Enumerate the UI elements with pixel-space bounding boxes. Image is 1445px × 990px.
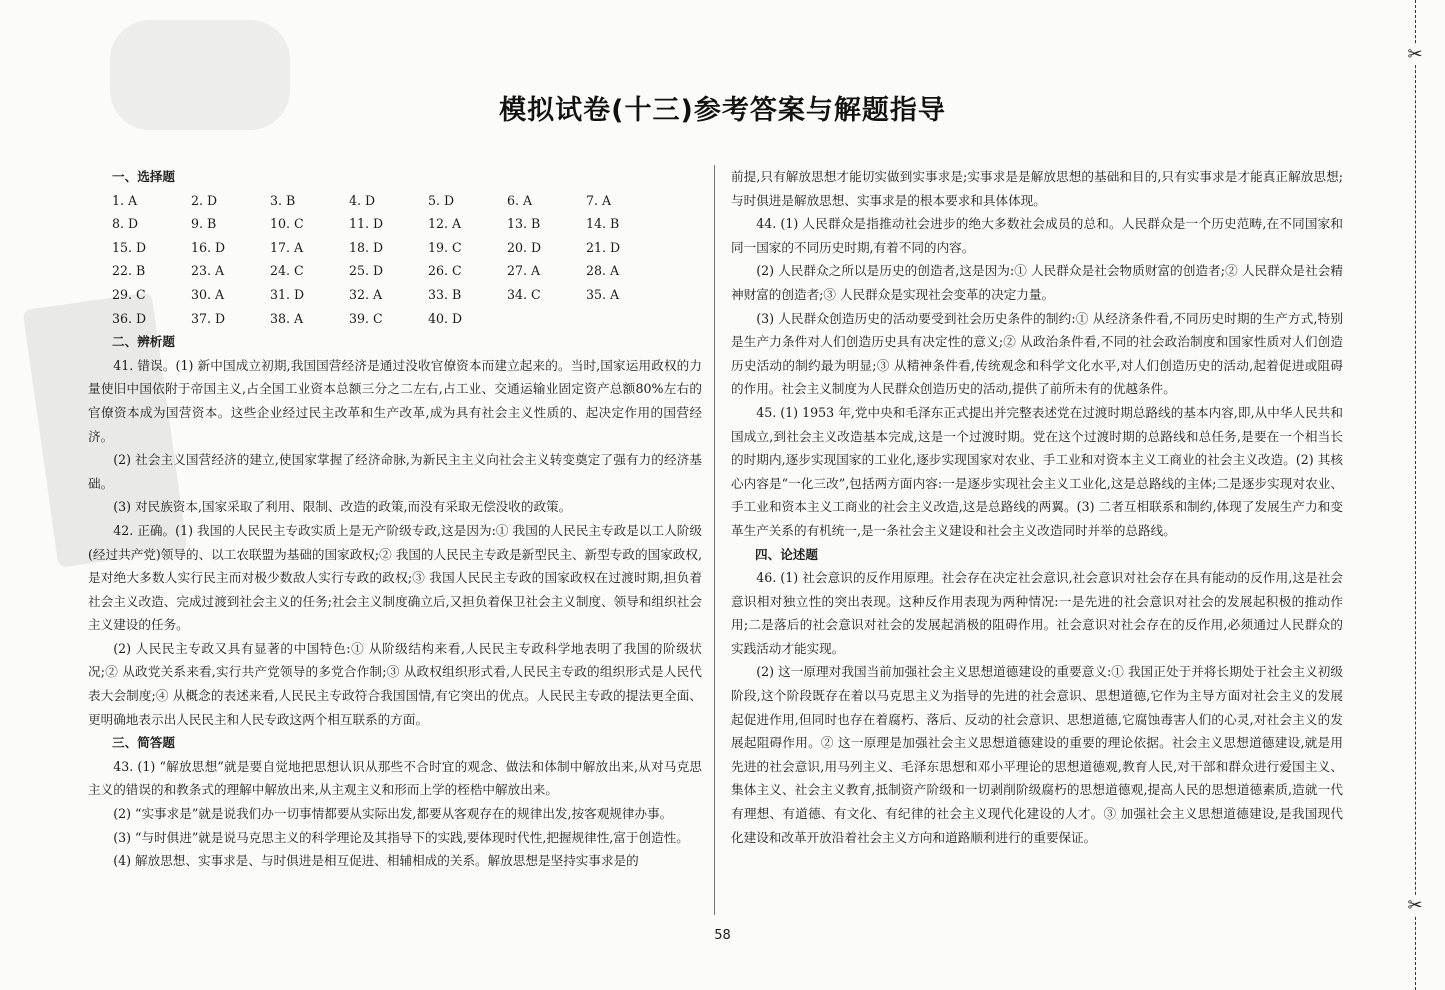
answer-44-part2: (2) 人民群众之所以是历史的创造者,这是因为:① 人民群众是社会物质财富的创造者;② 人民群众是社会精神财富的创造者;③ 人民群众是实现社会变革的决定力量。 <box>731 263 1343 302</box>
answer-item: 21. D <box>586 239 621 255</box>
page-number: 58 <box>714 928 731 943</box>
answer-item: 27. A <box>507 263 541 279</box>
section-heading-essay: 四、论述题 <box>755 546 818 562</box>
answer-item: 9. B <box>191 216 217 232</box>
answer-41-part2: (2) 社会主义国营经济的建立,使国家掌握了经济命脉,为新民主主义向社会主义转变奠定了强有力的经济基础。 <box>88 452 702 491</box>
answer-41-part3: (3) 对民族资本,国家采取了利用、限制、改造的政策,而没有采取无偿没收的政策。 <box>113 499 572 515</box>
answer-item: 25. D <box>349 263 384 279</box>
answer-item: 36. D <box>112 310 147 326</box>
answer-item: 15. D <box>112 239 147 255</box>
answer-item: 6. A <box>507 192 533 208</box>
answer-item: 11. D <box>349 216 384 232</box>
answer-43-part3: (3) “与时俱进”就是说马克思主义的科学理论及其指导下的实践,要体现时代性,把握规律性,富于创造性。 <box>113 829 689 845</box>
scissors-icon: ✂ <box>1404 44 1426 65</box>
answer-item: 33. B <box>428 286 462 302</box>
answer-item: 4. D <box>349 192 376 208</box>
answer-42-part2: (2) 人民民主专政又具有显著的中国特色:① 从阶级结构来看,人民民主专政科学地表明了我国的阶级状况;② 从政党关系来看,实行共产党领导的多党合作制;③ 从政权组织形式看,人民民主专政的组织形式是人民代表大会制度;④ 从概念的表述来看,人民民主专政符合我国国情,有它突出的优点。人民民主专政的提法更全面、更明确地表示出人民民主和人民专政这两个相互联系的方面。 <box>88 640 702 727</box>
answer-item: 12. A <box>428 216 462 232</box>
section-heading-analysis: 二、辨析题 <box>112 334 175 350</box>
right-column <box>731 165 1343 849</box>
answer-item: 20. D <box>507 239 542 255</box>
answer-item: 13. B <box>507 216 541 232</box>
answer-42-part1: 42. 正确。(1) 我国的人民民主专政实质上是无产阶级专政,这是因为:① 我国的人民民主专政是以工人阶级(经过共产党)领导的、以工农联盟为基础的国家政权;② 我国的人民民主专政是新型民主、新型专政的国家政权,是对绝大多数人实行民主而对极少数敌人实行专政的政权;③ 我国人民民主专政的国家政权在过渡时期,担负着社会主义改造、完成过渡到社会主义的任务;社会主义制度确立后,又担负着保卫社会主义制度、领导和组织社会主义建设的任务。 <box>88 522 702 633</box>
answer-item: 3. B <box>270 192 296 208</box>
page-title: 模拟试卷(十三)参考答案与解题指导 <box>499 95 946 126</box>
answer-item: 29. C <box>112 286 146 302</box>
answer-item: 35. A <box>586 286 620 302</box>
answer-item: 17. A <box>270 239 304 255</box>
answer-item: 1. A <box>112 192 138 208</box>
answer-item: 8. D <box>112 216 139 232</box>
answer-item: 23. A <box>191 263 225 279</box>
answer-item: 32. A <box>349 286 383 302</box>
answer-item: 19. C <box>428 239 462 255</box>
answer-43-part1: 43. (1) “解放思想”就是要自觉地把思想认识从那些不合时宜的观念、做法和体制中解放出来,从对马克思主义的错误的和教条式的理解中解放出来,从主观主义和形而上学的桎梏中解放出来。 <box>88 758 702 798</box>
answer-item: 16. D <box>191 239 226 255</box>
answer-44-part1: 44. (1) 人民群众是指推动社会进步的绝大多数社会成员的总和。人民群众是一个历史范畴,在不同国家和同一国家的不同历史时期,有着不同的内容。 <box>731 216 1343 255</box>
cut-line <box>1415 0 1416 990</box>
column-divider <box>714 165 715 915</box>
answer-grid <box>88 189 702 331</box>
answer-46-part2: (2) 这一原理对我国当前加强社会主义思想道德建设的重要意义:① 我国正处于并将长期处于社会主义初级阶段,这个阶段既存在着以马克思主义为指导的先进的社会意识、思想道德,它作为主导方面对社会主义的发展起促进作用,但同时也存在着腐朽、落后、反动的社会意识、思想道德,它腐蚀毒害人们的心灵,对社会主义的发展起阻碍作用。② 这一原理是加强社会主义思想道德建设的重要的理论依据。社会主义思想道德建设,就是用先进的社会意识,用马列主义、毛泽东思想和邓小平理论的思想道德观,教育人民,对干部和群众进行爱国主义、集体主义、社会主义教育,抵制资产阶级和一切剥削阶级腐朽的思想道德观,提高人民的思想道德素质,造就一代有理想、有道德、有文化、有纪律的社会主义现代化建设的人才。③ 加强社会主义思想道德建设,是我国现代化建设和改革开放沿着社会主义方向和道路顺利进行的重要保证。 <box>731 664 1343 845</box>
answer-item: 40. D <box>428 310 463 326</box>
left-column <box>88 165 702 873</box>
answer-item: 30. A <box>191 286 225 302</box>
answer-item: 38. A <box>270 310 304 326</box>
answer-44-part3: (3) 人民群众创造历史的活动要受到社会历史条件的制约:① 从经济条件看,不同历史时期的生产方式,特别是生产力条件对人们创造历史具有决定性的意义;② 从政治条件看,不同的社会政治制度和国家性质对人们创造历史活动的制约最为明显;③ 从精神条件看,传统观念和科学文化水平,对人们创造历史的活动,起着促进或阻碍的作用。社会主义制度为人民群众创造历史的活动,提供了前所未有的优越条件。 <box>731 310 1343 397</box>
answer-item: 10. C <box>270 216 304 232</box>
answer-item: 34. C <box>507 286 541 302</box>
answer-item: 24. C <box>270 263 304 279</box>
answer-43-part2: (2) “实事求是”就是说我们办一切事情都要从实际出发,都要从客观存在的规律出发,按客观规律办事。 <box>113 806 673 822</box>
answer-43-continued: 前提,只有解放思想才能切实做到实事求是;实事求是是解放思想的基础和目的,只有实事求是才能真正解放思想;与时俱进是解放思想、实事求是的根本要求和具体体现。 <box>731 169 1343 208</box>
answer-item: 5. D <box>428 192 455 208</box>
scissors-icon: ✂ <box>1404 895 1426 916</box>
answer-item: 18. D <box>349 239 384 255</box>
answer-item: 7. A <box>586 192 612 208</box>
answer-46-part1: 46. (1) 社会意识的反作用原理。社会存在决定社会意识,社会意识对社会存在具有能动的反作用,这是社会意识相对独立性的突出表现。这种反作用表现为两种情况:一是先进的社会意识对社会的发展起积极的推动作用;二是落后的社会意识对社会的发展起消极的阻碍作用。社会意识对社会存在的反作用,必须通过人民群众的实践活动才能实现。 <box>731 570 1343 656</box>
answer-item: 28. A <box>586 263 620 279</box>
section-heading-short-answer: 三、简答题 <box>112 735 175 751</box>
answer-item: 31. D <box>270 286 305 302</box>
answer-item: 2. D <box>191 192 218 208</box>
answer-43-part4: (4) 解放思想、实事求是、与时俱进是相互促进、相辅相成的关系。解放思想是坚持实事求是的 <box>113 853 639 869</box>
answer-45: 45. (1) 1953 年,党中央和毛泽东正式提出并完整表述党在过渡时期总路线的基本内容,即,从中华人民共和国成立,到社会主义改造基本完成,这是一个过渡时期。党在这个过渡时期的总路线和总任务,是要在一个相当长的时期内,逐步实现国家的工业化,逐步实现国家对农业、手工业和对资本主义工商业的社会主义改造。(2) 其核心内容是“一化三改”,包括两方面内容:一是逐步实现社会主义工业化,这是总路线的主体;二是逐步实现对农业、手工业和资本主义工商业的社会主义改造,这是总路线的两翼。(3) 二者互相联系和制约,体现了发展生产力和变革生产关系的有机统一,是一条社会主义建设和社会主义改造同时并举的总路线。 <box>731 404 1343 538</box>
answer-item: 39. C <box>349 310 383 326</box>
answer-item: 22. B <box>112 263 146 279</box>
answer-item: 26. C <box>428 263 462 279</box>
answer-item: 37. D <box>191 310 226 326</box>
answer-item: 14. B <box>586 216 620 232</box>
section-heading-choice: 一、选择题 <box>112 169 175 184</box>
answer-41-part1: 41. 错误。(1) 新中国成立初期,我国国营经济是通过没收官僚资本而建立起来的。当时,国家运用政权的力量使旧中国依附于帝国主义,占全国工业资本总额三分之二左右,占工业、交通运输业固定资产总额80%左右的官僚资本成为国营资本。这些企业经过民主改革和生产改革,成为具有社会主义性质的、起决定作用的国营经济。 <box>88 357 702 444</box>
